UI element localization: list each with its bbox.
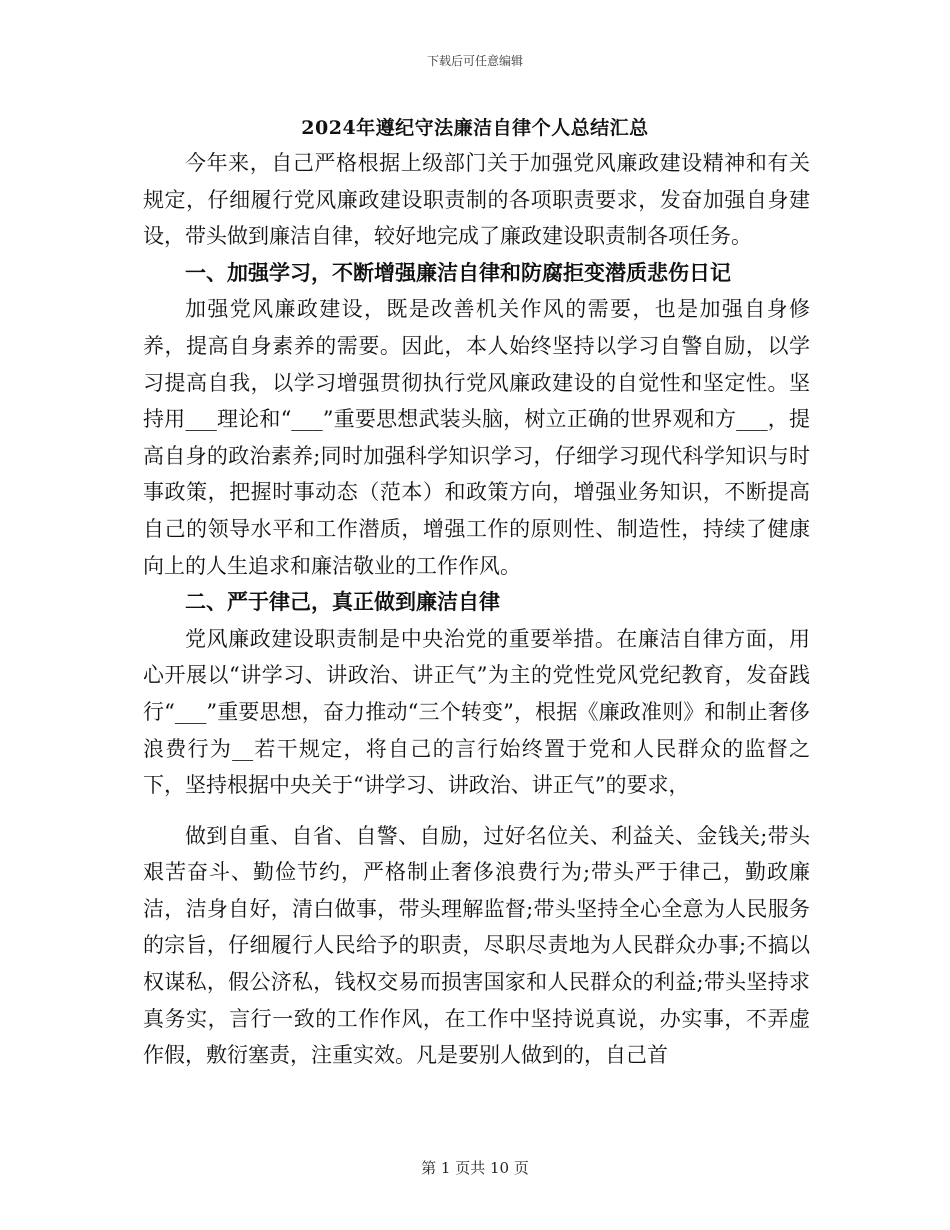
section-1-paragraph: 加强党风廉政建设，既是改善机关作风的需要，也是加强自身修养，提高自身素养的需要。因此，本人始终坚持以学习自警自励，以学习提高自我，以学习增强贯彻执行党风廉政建设的自觉性和坚定性。坚持用___理论和“___”重要思想武装头脑，树立正确的世界观和方___，提高自身的政治素养;同时加强科学知识学习，仔细学习现代科学知识与时事政策，把握时事动态（范本）和政策方向，增强业务知识，不断提高自己的领导水平和工作潜质，增强工作的原则性、制造性，持续了健康向上的人生追求和廉洁敬业的工作作风。 [143,297,810,578]
document-title: 2024年遵纪守法廉洁自律个人总结汇总 [301,117,649,139]
section-heading-1: 一、加强学习，不断增强廉洁自律和防腐拒变潜质悲伤日记 [185,259,731,285]
header-note: 下载后可任意编辑 [426,54,523,68]
section-heading-2: 二、严于律己，真正做到廉洁自律 [185,589,500,615]
document-body [143,145,810,1074]
intro-paragraph: 今年来，自己严格根据上级部门关于加强党风廉政建设精神和有关规定，仔细履行党风廉政建设职责制的各项职责要求，发奋加强自身建设，带头做到廉洁自律，较好地完成了廉政建设职责制各项任务。 [143,151,810,249]
section-2-paragraph-continued: 做到自重、自省、自警、自励，过好名位关、利益关、金钱关;带头艰苦奋斗、勤俭节约，严格制止奢侈浪费行为;带头严于律己，勤政廉洁，洁身自好，清白做事，带头理解监督;带头坚持全心全意为人民服务的宗旨，仔细履行人民给予的职责，尽职尽责地为人民群众办事;不搞以权谋私，假公济私，钱权交易而损害国家和人民群众的利益;带头坚持求真务实，言行一致的工作作风，在工作中坚持说真说，办实事，不弄虚作假，敷衍塞责，注重实效。凡是要别人做到的，自己首 [143,823,810,1068]
section-2-paragraph: 党风廉政建设职责制是中央治党的重要举措。在廉洁自律方面，用心开展以“讲学习、讲政治、讲正气”为主的党性党风党纪教育，发奋践行“___”重要思想，奋力推动“三个转变”，根据《廉政准则》和制止奢侈浪费行为__若干规定，将自己的言行始终置于党和人民群众的监督之下，坚持根据中央关于“讲学习、讲政治、讲正气”的要求， [143,626,810,798]
page-footer: 第 1 页共 10 页 [421,1159,529,1177]
